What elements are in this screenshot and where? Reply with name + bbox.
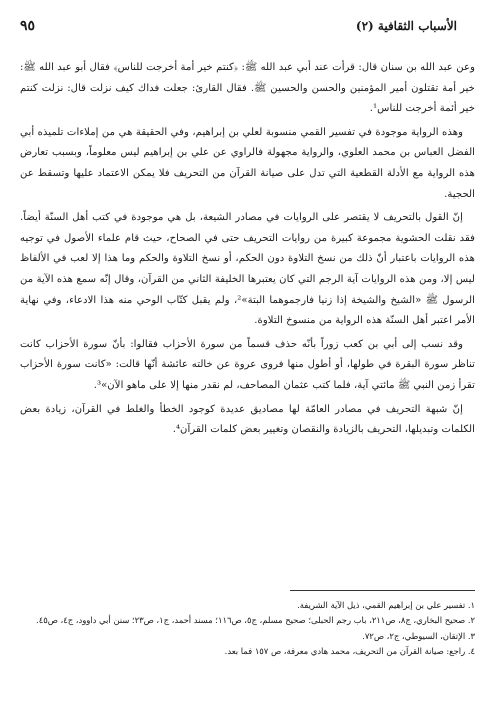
paragraph: إنّ القول بالتحريف لا يقتصر على الروايات في مصادر الشيعة، بل هي موجودة في كتب أهل السنّة أيضاً. فقد نقلت الحشوية مجموعة كبيرة من روايات التحريف حتى في الصحاح، حيث قام علماء الأصول في توجيه هذه الروايات باعتبار أنّ ذلك من نسخ التلاوة دون الحكم، أو نسخ التلاوة والحكم وما هذا إلا لعب في الألفاظ ليس إلا، ومن هذه الروايات آية الرجم التي كان يعتبرها الخليفة الثاني من القرآن، وقال إنّه سمع هذه الآية من الرسول ﷺ «الشيخ والشيخة إذا زنيا فارجموهما البتة»²، ولم يقبل كتّاب الوحي منه هذا الادعاء، وفي نهاية الأمر اعتبر أهل السنّة هذه الرواية من منسوخ التلاوة. bbox=[20, 212, 475, 327]
footnote: ٤. راجع: صيانة القرآن من التحريف، محمد هادي معرفة، ص ١٥٧ فما بعد. bbox=[224, 646, 475, 657]
footnote: ٢. صحيح البخاري، ج٨، ص٢١١، باب رجم الحبلى؛ صحيح مسلم، ج٥، ص١١٦؛ مسند أحمد، ج١، ص٢٣؛ سنن أبي داوود، ج٤، ص٤٥. bbox=[36, 615, 475, 626]
footnote: ١. تفسير علي بن إبراهيم القمي، ذيل الآية الشريفة. bbox=[297, 600, 475, 610]
page-header bbox=[20, 14, 457, 38]
footnote-divider bbox=[290, 590, 475, 591]
page-number: ٩٥ bbox=[20, 18, 36, 34]
paragraph: إنّ شبهة التحريف في مصادر العامّة لها مصاديق عديدة كوجود الخطأ والغلط في القرآن، زيادة بعض الكلمات وتبديلها، التحريف بالزيادة والنقصان وتغيير بعض كلمات القرآن⁴. bbox=[20, 403, 475, 436]
paragraph: وقد نسب إلى أبي بن كعب زوراً بأنّه حذف قسماً من سورة الأحزاب فقالوا: بأنّ سورة الأحزاب كانت تناظر سورة البقرة في طولها، أو أطول منها فروى عروة عن خالته عائشة أنّها قالت: «كانت سورة الأحزاب تقرأ زمن النبي ﷺ مائتي آية، فلما كتب عثمان المصاحف، لم نقدر منها إلا على ماهو الآن»³. bbox=[20, 338, 475, 391]
footnote: ٣. الإتقان، السيوطي، ج٢، ص٧٢. bbox=[362, 630, 475, 641]
paragraph: وهذه الرواية موجودة في تفسير القمي منسوبة لعلي بن إبراهيم، وفي الحقيقة هي من إملاءات تلميذه أبي الفضل العباس بن محمد العلوي، والرواية مجهولة فالراوي عن علي بن إبراهيم ليس معلوماً، وبسبب تعارض هذه الرواية مع الأدلة القطعية التي تدل على صيانة القرآن من التحريف فلا يمكن الاعتماد عليها وتسقط عن الحجية. bbox=[20, 126, 475, 200]
paragraph: وعن عبد الله بن سنان قال: قرأت عند أبي عبد الله ﷺ: ﴿كنتم خير أمة أخرجت للناس﴾ فقال أبو عبد الله ﷺ: خير أمة تقتلون أمير المؤمنين والحسن والحسين ﷺ. فقال القارئ: جعلت فداك كيف نزلت قال: نزلت كنتم خير أئمة أخرجت للناس¹. bbox=[20, 62, 475, 115]
running-title: الأسباب الثقافية (٢) bbox=[355, 19, 457, 33]
main-text bbox=[20, 58, 475, 444]
footnotes bbox=[20, 598, 475, 660]
